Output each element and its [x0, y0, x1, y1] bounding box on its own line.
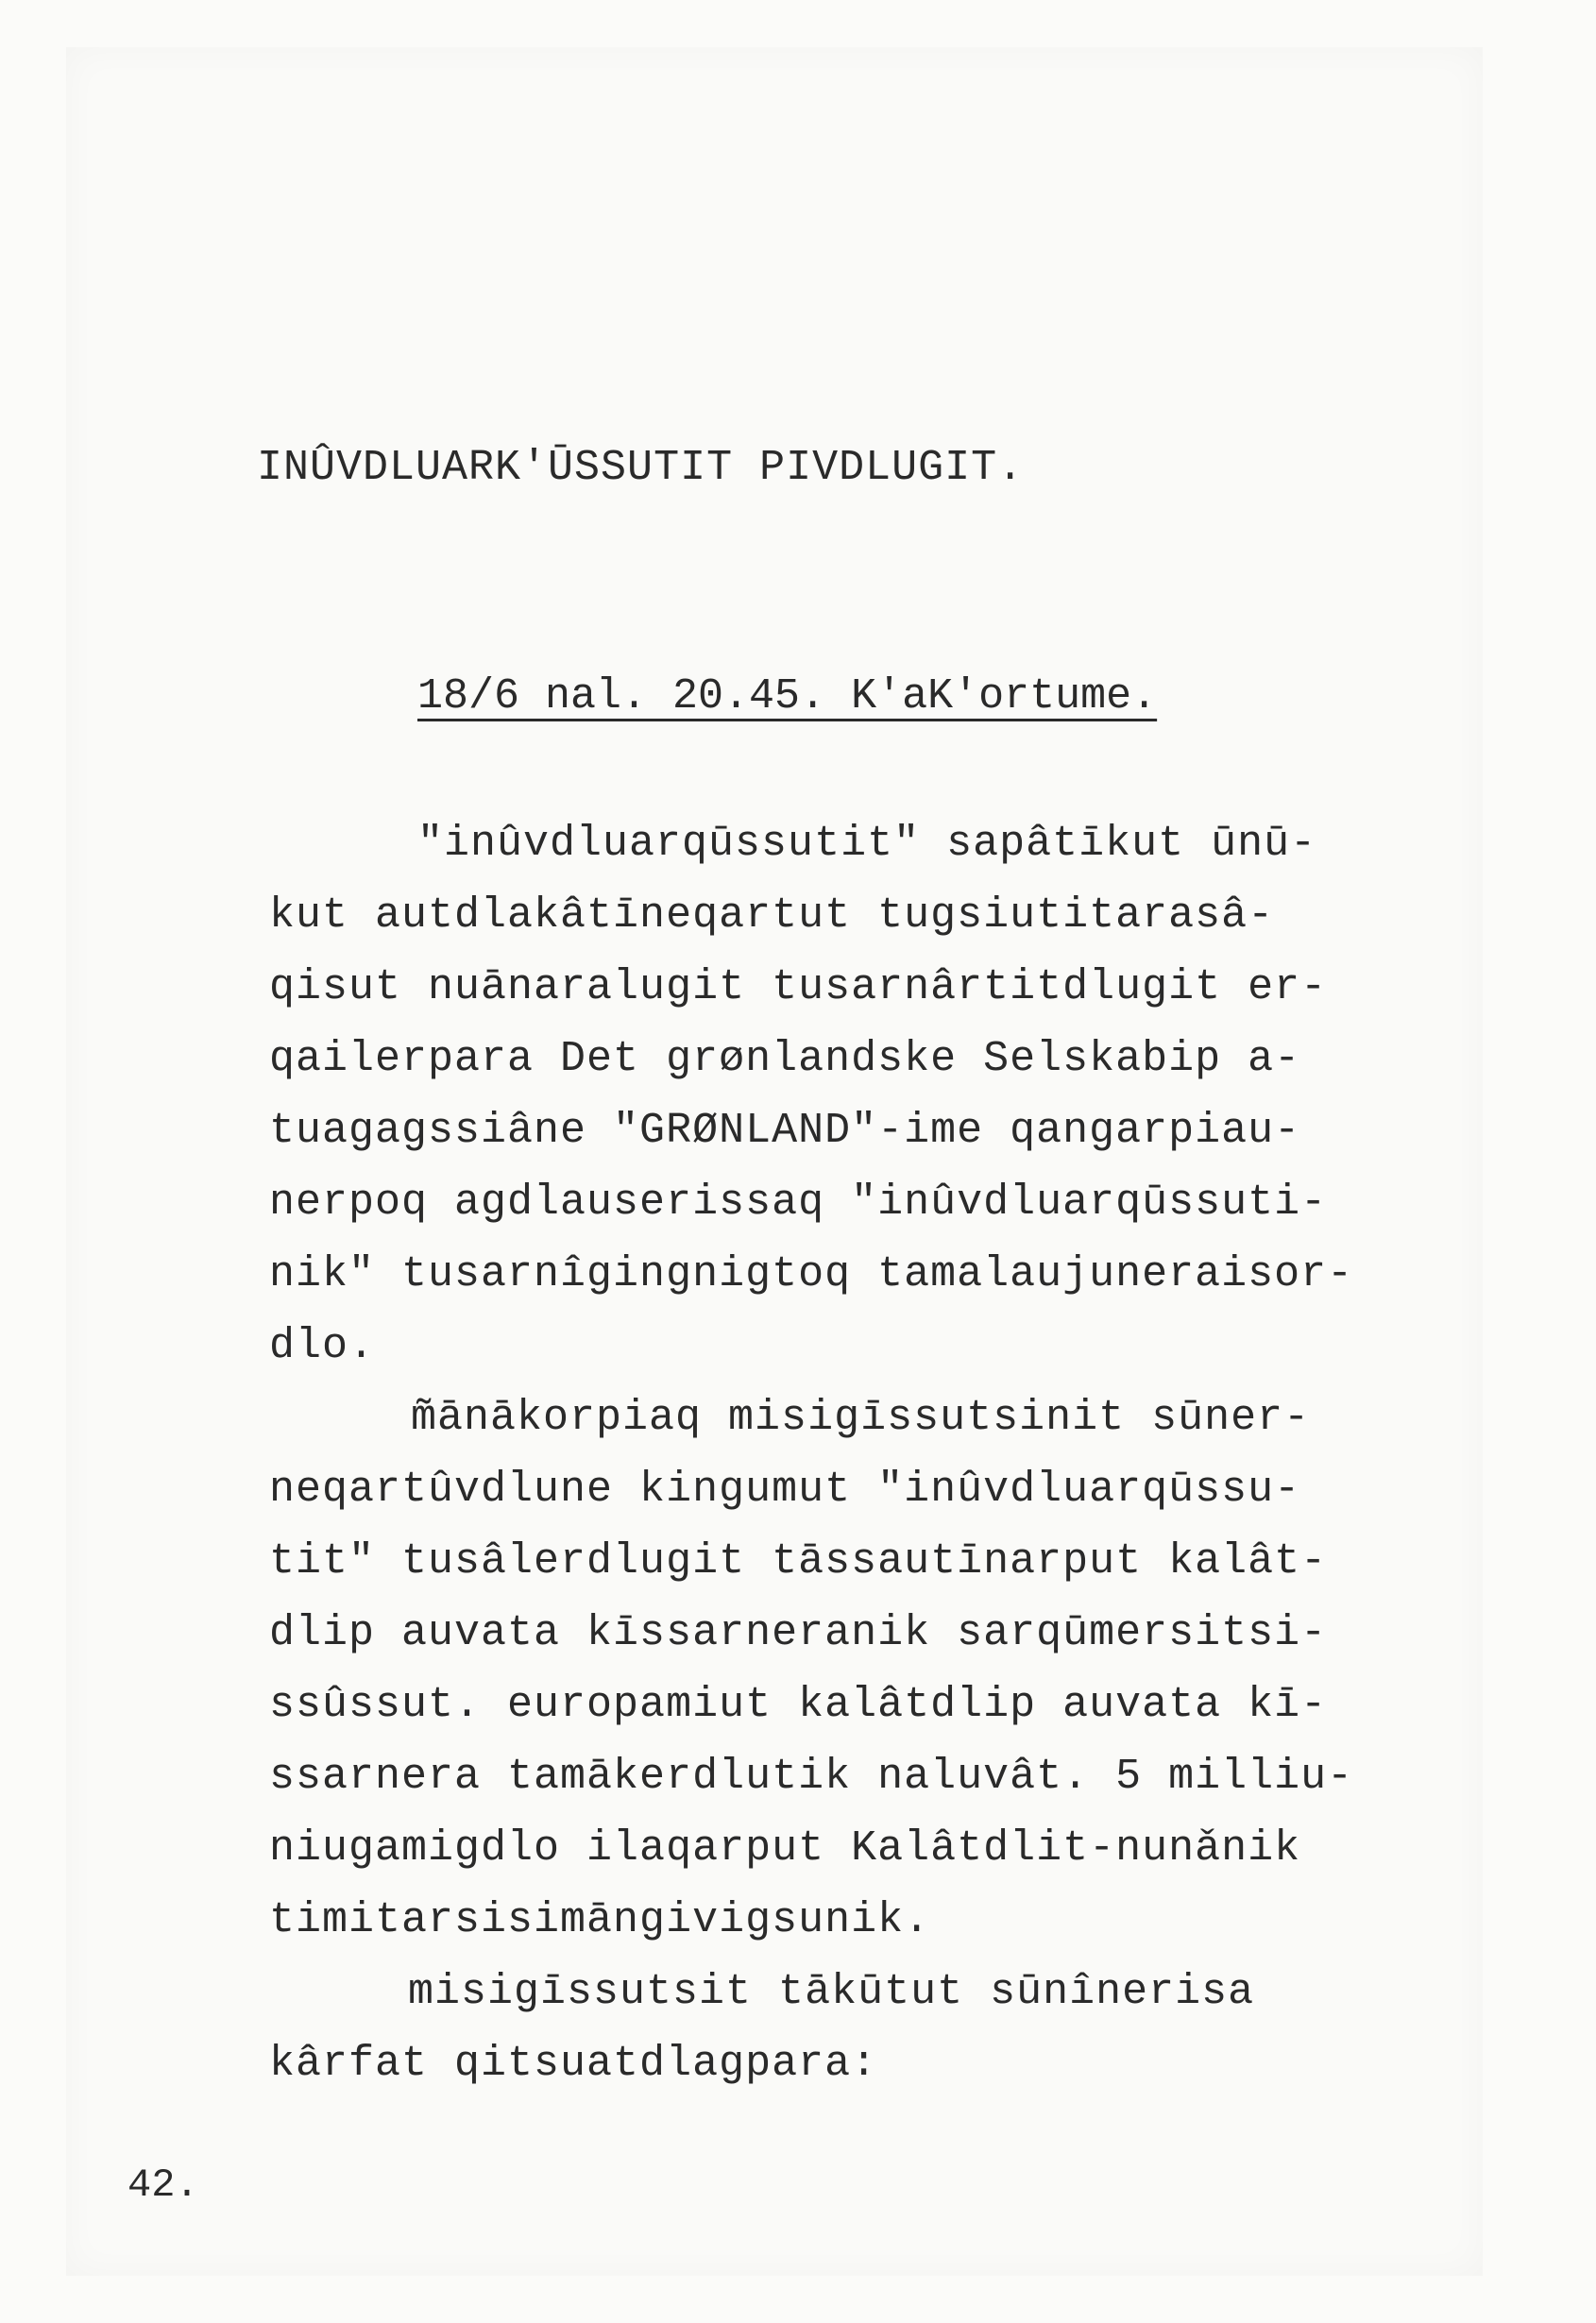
page-title: INÛVDLUARK'ŪSSUTIT PIVDLUGIT. [257, 444, 1025, 492]
body-line: dlip auvata kīssarneranik sarqūmersitsi- [269, 1609, 1328, 1657]
body-line: misigīssutsit tākūtut sūnînerisa [408, 1968, 1255, 2016]
body-line: nik" tusarnîgingnigtoq tamalaujuneraisor- [269, 1250, 1354, 1298]
body-line: tit" tusâlerdlugit tāssautīnarput kalât- [269, 1537, 1328, 1585]
dateline: 18/6 nal. 20.45. K'aK'ortume. [417, 672, 1158, 721]
body-line: timitarsisimāngivigsunik. [269, 1896, 931, 1944]
body-line: dlo. [269, 1322, 376, 1370]
body-line: niugamigdlo ilaqarput Kalâtdlit-nunǎnik [269, 1824, 1301, 1873]
body-line: "inûvdluarqūssutit" sapâtīkut ūnū- [417, 820, 1317, 868]
body-line: nerpoq agdlauserissaq "inûvdluarqūssuti- [269, 1178, 1328, 1227]
body-line: ssarnera tamākerdlutik naluvât. 5 milliu- [269, 1753, 1354, 1801]
body-line: qailerpara Det grønlandske Selskabip a- [269, 1035, 1301, 1083]
body-line: m̃ānākorpiaq misigīssutsinit sūner- [411, 1394, 1311, 1442]
body-line: tuagagssiâne "GRØNLAND"-ime qangarpiau- [269, 1107, 1301, 1155]
body-line: kârfat qitsuatdlagpara: [269, 2040, 878, 2088]
body-line: ssûssut. europamiut kalâtdlip auvata kī- [269, 1681, 1328, 1729]
body-line: qisut nuānaralugit tusarnârtitdlugit er- [269, 963, 1328, 1011]
body-line: neqartûvdlune kingumut "inûvdluarqūssu- [269, 1466, 1301, 1514]
body-line: kut autdlakâtīneqartut tugsiutitarasâ- [269, 891, 1275, 940]
page-number: 42. [127, 2162, 199, 2208]
